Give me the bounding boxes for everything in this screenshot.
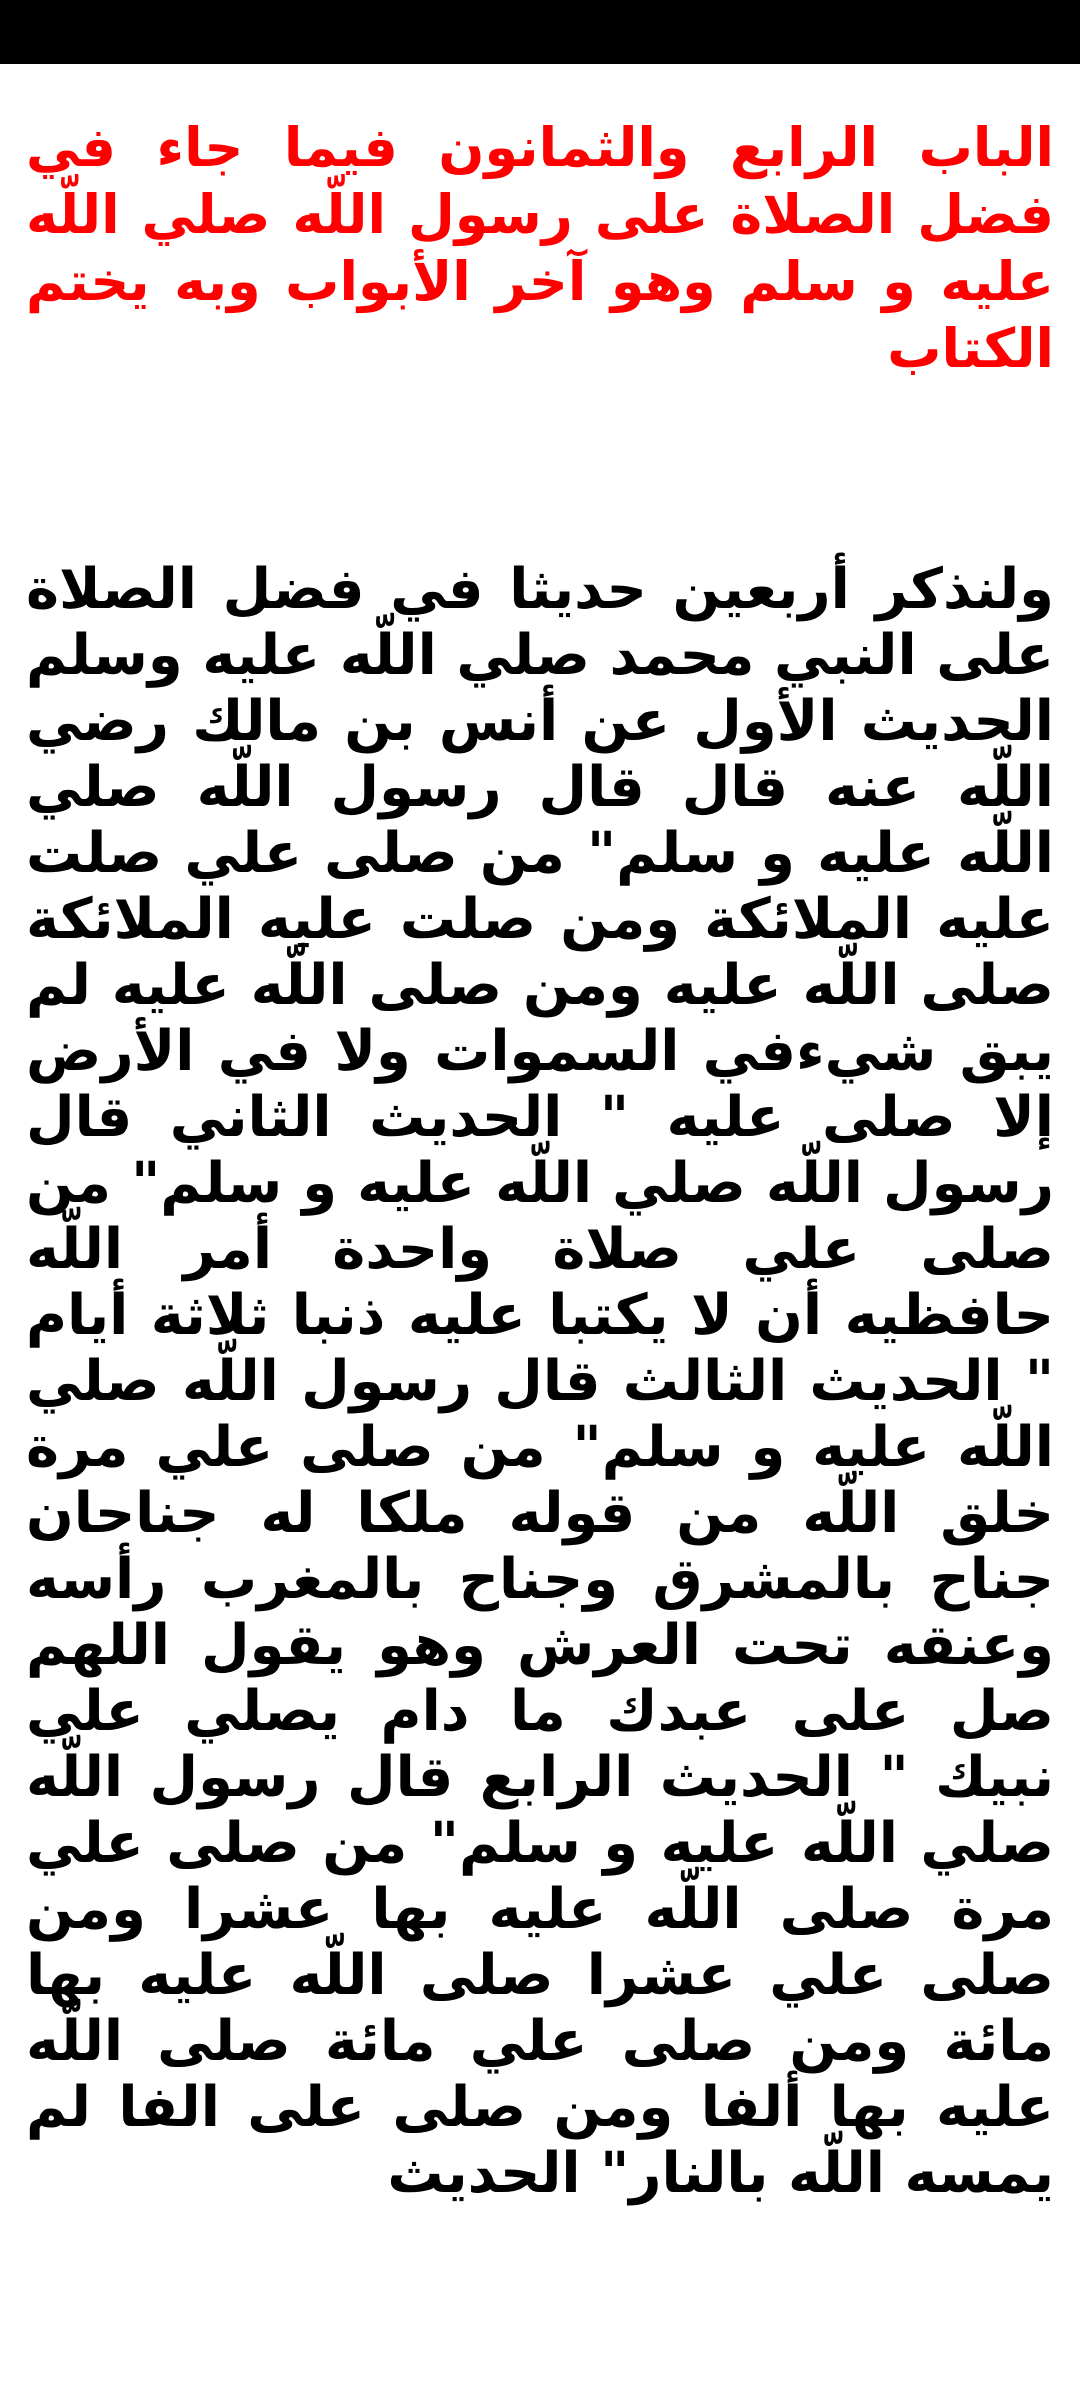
- reader-page[interactable]: [0, 64, 1080, 2408]
- status-bar: [0, 0, 1080, 64]
- chapter-title: الباب الرابع والثمانون فيما جاء في فضل الصلاة على رسول اللّه صلي اللّه عليه و سلم وهو آخر الأبواب وبه يختم الكتاب: [26, 116, 1054, 380]
- body-text: ولنذكر أربعين حديثا في فضل الصلاة على النبي محمد صلي اللّه عليه وسلم الحديث الأول عن أنس بن مالك رضي اللّه عنه قال قال رسول اللّه صلي اللّه عليه و سلم" من صلى علي صلت عليه الملائكة ومن صلت عليه الملائكة صلى اللّه عليه ومن صلى اللّه عليه لم يبق شيءفي السموات ولا في الأرض إلا صلى عليه " الحديث الثاني قال رسول اللّه صلي اللّه عليه و سلم" من صلى علي صلاة واحدة أمر اللّه حافظيه أن لا يكتبا عليه ذنبا ثلاثة أيام " الحديث الثالث قال رسول اللّه صلي اللّه عليه و سلم" من صلى علي مرة خلق اللّه من قوله ملكا له جناحان جناح بالمشرق وجناح بالمغرب رأسه وعنقه تحت العرش وهو يقول اللهم صل على عبدك ما دام يصلي علي نبيك " الحديث الرابع قال رسول اللّه صلي اللّه عليه و سلم" من صلى علي مرة صلى اللّه عليه بها عشرا ومن صلى علي عشرا صلى اللّه عليه بها مائة ومن صلى علي مائة صلى اللّه عليه بها ألفا ومن صلى على الفا لم يمسه اللّه بالنار" الحديث: [26, 557, 1054, 2206]
